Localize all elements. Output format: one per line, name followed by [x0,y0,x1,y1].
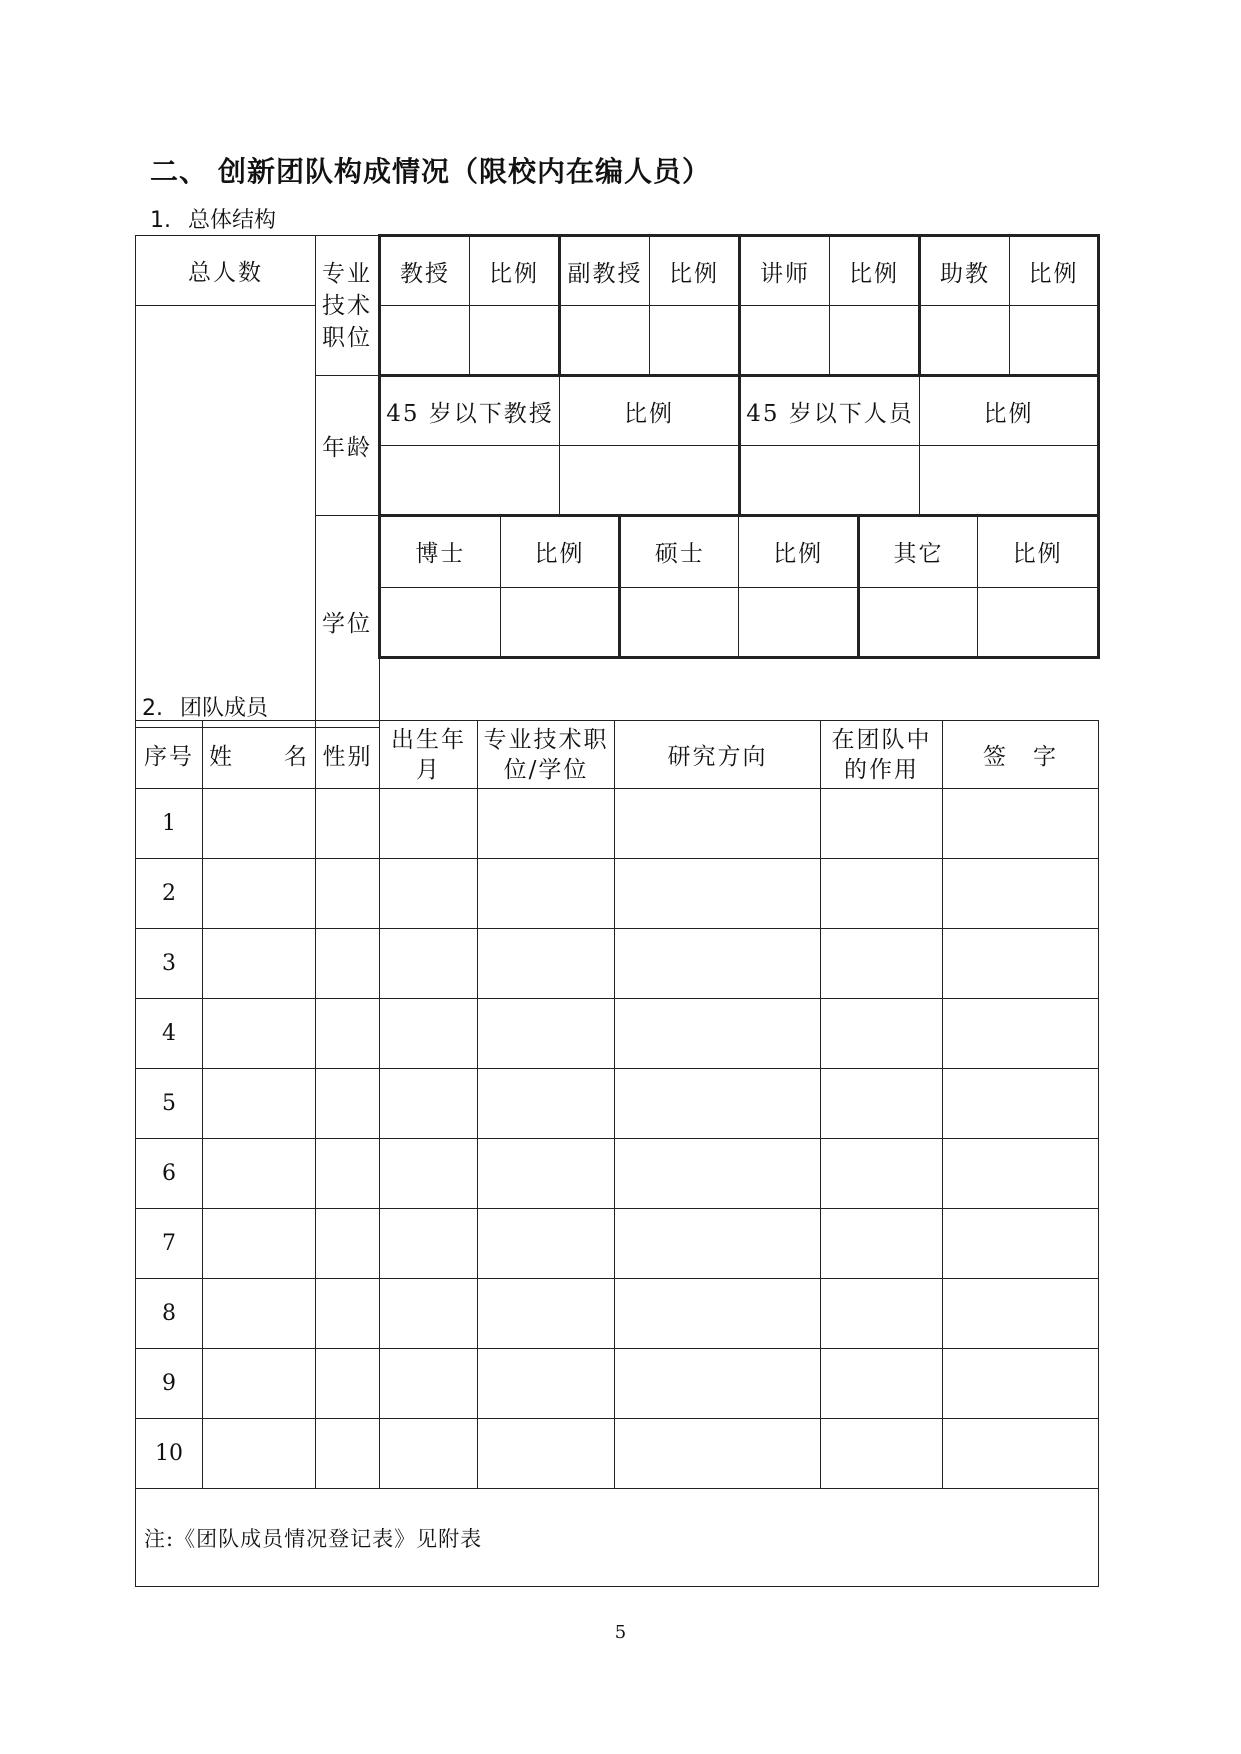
members-subtitle-number: 2. [142,696,163,721]
row-index: 2 [136,859,203,929]
input-cell[interactable] [380,1349,478,1419]
input-cell[interactable] [615,929,821,999]
age-label: 年龄 [322,435,372,461]
degree-subtable [381,517,1097,656]
row-index: 1 [136,789,203,859]
input-cell[interactable] [203,1139,316,1209]
input-cell[interactable] [381,587,500,656]
input-cell[interactable] [821,1069,943,1139]
input-cell[interactable] [478,1069,615,1139]
input-cell[interactable] [478,1349,615,1419]
input-cell[interactable] [943,1209,1099,1279]
section-heading [150,150,711,190]
header-staff-under-45: 45 岁以下人员 [740,376,920,446]
input-cell[interactable] [316,1139,380,1209]
header-index: 序号 [136,721,203,789]
note-text: 注:《团队成员情况登记表》见附表 [136,1489,1099,1587]
title-row-label: 专业技术职位 [322,260,372,351]
input-cell[interactable] [560,306,650,376]
input-cell[interactable] [380,859,478,929]
structure-subtitle-number: 1. [150,208,171,233]
header-ratio: 比例 [978,517,1097,587]
input-cell[interactable] [615,999,821,1069]
input-cell[interactable] [203,999,316,1069]
input-cell[interactable] [380,1419,478,1489]
input-cell[interactable] [203,1349,316,1419]
header-ratio: 比例 [560,376,740,446]
input-cell[interactable] [316,1419,380,1489]
members-table [135,720,1099,1587]
input-cell[interactable] [650,306,740,376]
row-index: 4 [136,999,203,1069]
header-professor: 教授 [380,236,470,306]
members-body [136,789,1099,1489]
input-cell[interactable] [478,859,615,929]
header-masters: 硕士 [620,517,739,587]
input-cell[interactable] [740,306,830,376]
input-cell[interactable] [380,789,478,859]
input-cell[interactable] [478,1419,615,1489]
total-value-cell[interactable] [136,306,316,728]
input-cell[interactable] [943,859,1099,929]
input-cell[interactable] [615,1069,821,1139]
header-gender: 性别 [316,721,380,789]
input-cell[interactable] [478,789,615,859]
section-title: 创新团队构成情况（限校内在编人员） [218,155,712,188]
input-cell[interactable] [1010,306,1099,376]
input-cell[interactable] [316,929,380,999]
input-cell[interactable] [470,306,560,376]
input-cell[interactable] [615,1349,821,1419]
input-cell[interactable] [380,929,478,999]
input-cell[interactable] [203,859,316,929]
input-cell[interactable] [615,1279,821,1349]
row-index: 7 [136,1209,203,1279]
header-birth: 出生年月 [380,721,478,789]
table-row [136,929,1099,999]
table-row [136,1419,1099,1489]
input-cell[interactable] [615,1139,821,1209]
input-cell[interactable] [821,1419,943,1489]
input-cell[interactable] [821,1139,943,1209]
input-cell[interactable] [380,1139,478,1209]
input-cell[interactable] [615,789,821,859]
input-cell[interactable] [615,1419,821,1489]
input-cell[interactable] [920,306,1010,376]
input-cell[interactable] [821,1209,943,1279]
row-index: 8 [136,1279,203,1349]
degree-label: 学位 [322,611,372,637]
input-cell[interactable] [203,929,316,999]
input-cell[interactable] [316,999,380,1069]
input-cell[interactable] [943,1279,1099,1349]
row-index: 5 [136,1069,203,1139]
header-assistant: 助教 [920,236,1010,306]
input-cell[interactable] [316,1279,380,1349]
header-phd: 博士 [381,517,500,587]
age-label-cell [316,376,380,516]
table-row [136,1349,1099,1419]
header-other: 其它 [858,517,977,587]
input-cell[interactable] [943,999,1099,1069]
total-label-cell [136,236,316,306]
header-ratio: 比例 [500,517,619,587]
row-index: 9 [136,1349,203,1419]
header-ratio: 比例 [470,236,560,306]
members-subtitle-text: 团队成员 [180,696,269,721]
row-index: 10 [136,1419,203,1489]
input-cell[interactable] [380,999,478,1069]
note-row [136,1489,1099,1587]
input-cell[interactable] [739,587,858,656]
input-cell[interactable] [821,1279,943,1349]
input-cell[interactable] [943,789,1099,859]
input-cell[interactable] [478,1209,615,1279]
header-name: 姓 名 [203,721,316,789]
header-ratio: 比例 [739,517,858,587]
input-cell[interactable] [203,789,316,859]
input-cell[interactable] [615,859,821,929]
input-cell[interactable] [500,587,619,656]
header-ratio: 比例 [920,376,1099,446]
row-index: 6 [136,1139,203,1209]
header-research-direction: 研究方向 [615,721,821,789]
input-cell[interactable] [203,1279,316,1349]
degree-label-cell [316,516,380,728]
input-cell[interactable] [380,306,470,376]
input-cell[interactable] [478,1279,615,1349]
input-cell[interactable] [316,859,380,929]
input-cell[interactable] [943,1349,1099,1419]
header-role: 在团队中的作用 [821,721,943,789]
input-cell[interactable] [203,1209,316,1279]
structure-subtitle-text: 总体结构 [188,208,277,233]
input-cell[interactable] [203,1069,316,1139]
input-cell[interactable] [821,789,943,859]
input-cell[interactable] [380,1209,478,1279]
input-cell[interactable] [821,859,943,929]
input-cell[interactable] [821,1349,943,1419]
input-cell[interactable] [740,446,920,516]
table-row [136,1209,1099,1279]
input-cell[interactable] [478,999,615,1069]
header-ratio: 比例 [1010,236,1099,306]
table-row [136,1139,1099,1209]
header-lecturer: 讲师 [740,236,830,306]
input-cell[interactable] [821,999,943,1069]
input-cell[interactable] [615,1209,821,1279]
input-cell[interactable] [920,446,1099,516]
input-cell[interactable] [978,587,1097,656]
table-row [136,999,1099,1069]
table-row [136,1069,1099,1139]
header-ratio: 比例 [650,236,740,306]
input-cell[interactable] [560,446,740,516]
input-cell[interactable] [380,1069,478,1139]
members-subtitle [142,691,268,722]
input-cell[interactable] [943,1139,1099,1209]
input-cell[interactable] [943,1419,1099,1489]
structure-table [135,234,1100,728]
section-number: 二、 [150,155,209,188]
page-number: 5 [614,1622,627,1643]
input-cell[interactable] [943,929,1099,999]
title-row-label-cell [316,236,380,376]
input-cell[interactable] [316,789,380,859]
input-cell[interactable] [316,1069,380,1139]
header-professors-under-45: 45 岁以下教授 [380,376,560,446]
total-label: 总人数 [188,260,263,286]
header-title-degree: 专业技术职位/学位 [478,721,615,789]
header-assoc-professor: 副教授 [560,236,650,306]
table-row [136,859,1099,929]
input-cell[interactable] [830,306,920,376]
input-cell[interactable] [858,587,977,656]
input-cell[interactable] [478,1139,615,1209]
table-row [136,789,1099,859]
input-cell[interactable] [203,1419,316,1489]
input-cell[interactable] [821,929,943,999]
table-row [136,1279,1099,1349]
row-index: 3 [136,929,203,999]
structure-subtitle [150,203,276,234]
degree-block [380,516,1099,658]
input-cell[interactable] [620,587,739,656]
members-header-row [136,721,1099,789]
input-cell[interactable] [380,446,560,516]
input-cell[interactable] [316,1349,380,1419]
input-cell[interactable] [380,1279,478,1349]
input-cell[interactable] [316,1209,380,1279]
header-signature: 签 字 [943,721,1099,789]
input-cell[interactable] [478,929,615,999]
input-cell[interactable] [943,1069,1099,1139]
header-ratio: 比例 [830,236,920,306]
